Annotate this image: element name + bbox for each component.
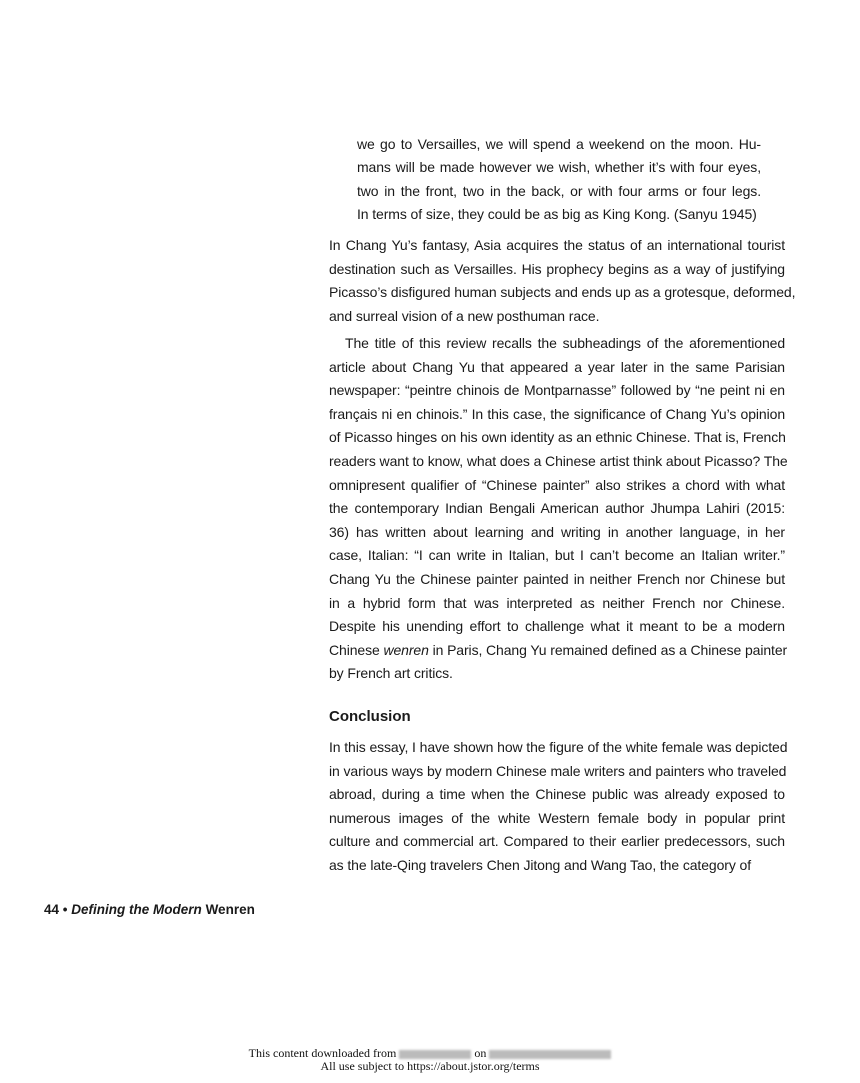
redacted-timestamp — [489, 1050, 611, 1059]
running-head — [44, 902, 255, 917]
download-on: on — [474, 1046, 487, 1060]
text-line: The title of this review recalls the subheadings of the aforementioned — [345, 335, 785, 351]
text-line: and surreal vision of a new posthuman race. — [329, 307, 600, 324]
text-line: in a hybrid form that was interpreted as neither French nor Chinese. — [329, 594, 785, 611]
text-line: numerous images of the white Western female body in popular print — [329, 809, 785, 826]
page-number: 44 — [44, 902, 60, 917]
text-line: newspaper: “peintre chinois de Montparnasse” followed by “ne peint ni en — [329, 382, 785, 399]
text-line: In this essay, I have shown how the figure of the white female was depicted — [329, 739, 788, 755]
block-quote — [357, 133, 761, 226]
paragraph-3 — [329, 736, 788, 878]
download-notice: This content downloaded from — [248, 1046, 397, 1060]
text-line: omnipresent qualifier of “Chinese painter” also strikes a chord with what — [329, 476, 785, 493]
text-line: in various ways by modern Chinese male writers and painters who traveled — [329, 762, 787, 779]
text-line: of Picasso hinges on his own identity as an ethnic Chinese. That is, French — [329, 429, 786, 446]
text-line: the contemporary Indian Bengali American author Jhumpa Lahiri (2015: — [329, 500, 785, 517]
text-line: In Chang Yu’s fantasy, Asia acquires the status of an international tourist — [329, 237, 785, 253]
paragraph-2 — [329, 332, 788, 686]
jstor-footer — [0, 1047, 860, 1073]
text-line: we go to Versailles, we will spend a weekend on the moon. Hu- — [357, 136, 761, 152]
text-line: readers want to know, what does a Chinese artist think about Picasso? The — [329, 452, 788, 469]
text-line: case, Italian: “I can write in Italian, but I can’t become an Italian writer.” — [329, 547, 785, 564]
section-heading: Conclusion — [329, 708, 411, 725]
text-line: two in the front, two in the back, or with four arms or four legs. — [357, 182, 761, 199]
text-line: français ni en chinois.” In this case, the significance of Chang Yu’s opinion — [329, 405, 785, 422]
redacted-ip — [399, 1050, 471, 1059]
italic-term: wenren — [383, 641, 429, 658]
text-line: Picasso’s disfigured human subjects and ends up as a grotesque, deformed, — [329, 284, 796, 301]
text-line: by French art critics. — [329, 665, 453, 682]
text-line: abroad, during a time when the Chinese public was already exposed to — [329, 786, 785, 803]
text-line: Chinese wenren in Paris, Chang Yu remained defined as a Chinese painter — [329, 641, 788, 658]
text-line: mans will be made however we wish, whether it’s with four eyes, — [357, 159, 761, 176]
bullet: • — [62, 902, 68, 917]
text-line: Chang Yu the Chinese painter painted in neither French nor Chinese but — [329, 570, 785, 587]
text-line: In terms of size, they could be as big as King Kong. (Sanyu 1945) — [357, 205, 757, 222]
text-line: 36) has written about learning and writing in another language, in her — [329, 523, 785, 540]
text-line: article about Chang Yu that appeared a year later in the same Parisian — [329, 358, 785, 375]
book-title-roman: Wenren — [205, 902, 255, 917]
paragraph-1 — [329, 234, 796, 328]
text-line: destination such as Versailles. His prophecy begins as a way of justifying — [329, 260, 785, 277]
book-title-italic: Defining the Modern — [71, 902, 202, 917]
terms-link[interactable]: All use subject to https://about.jstor.org/terms — [320, 1059, 540, 1073]
text-line: culture and commercial art. Compared to their earlier predecessors, such — [329, 833, 785, 850]
text-line: Despite his unending effort to challenge what it meant to be a modern — [329, 618, 785, 635]
text-line: as the late-Qing travelers Chen Jitong and Wang Tao, the category of — [329, 856, 752, 873]
